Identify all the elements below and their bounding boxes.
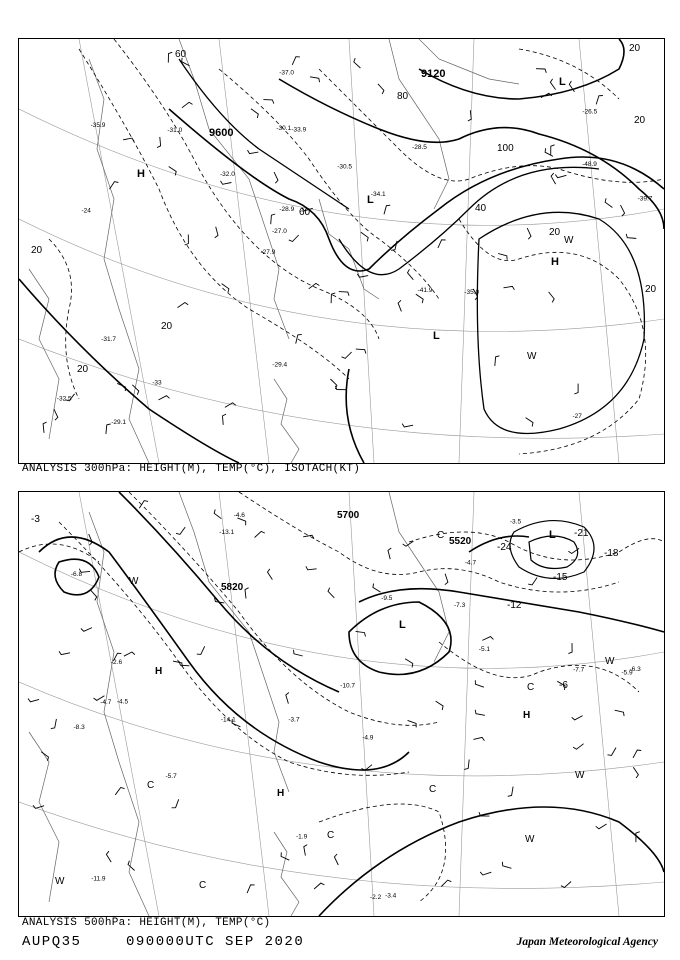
warm-mark: W	[527, 351, 537, 362]
wind-barb	[398, 300, 401, 311]
isotach-label: 40	[475, 203, 487, 214]
station-temperature: -33	[152, 379, 162, 387]
wind-barb	[81, 628, 92, 632]
station-temperature: -2.2	[370, 893, 382, 901]
temperature-labels	[71, 512, 641, 901]
chart-footer	[22, 934, 662, 954]
station-temperature: -28.9	[279, 205, 295, 213]
wind-barb	[182, 102, 193, 108]
wind-barb	[441, 880, 451, 886]
height-contours	[19, 39, 664, 463]
wind-barb	[436, 701, 444, 710]
station-temperature: -4.5	[116, 698, 129, 706]
wind-barb	[405, 659, 413, 668]
wind-barb	[335, 386, 345, 390]
chart-id: AUPQ35	[22, 934, 82, 950]
wind-barb	[247, 885, 255, 893]
station-temperature: -4.7	[100, 699, 112, 706]
wind-barb	[223, 414, 227, 425]
station-temperature: -4.7	[464, 559, 477, 567]
wind-barb	[214, 510, 221, 519]
wind-barb	[172, 799, 179, 808]
wind-barb	[28, 699, 39, 702]
station-temperature: -13.1	[219, 529, 235, 537]
analysis-500hpa-map	[18, 491, 665, 917]
cold-mark: C	[527, 682, 535, 693]
wind-barb	[245, 588, 249, 599]
coastline	[29, 492, 449, 916]
station-temperature: -39.7	[637, 195, 653, 203]
map-300hpa-canvas	[19, 39, 664, 463]
station-temperature: -48.9	[582, 161, 597, 169]
wind-barb	[51, 719, 57, 729]
wind-barb	[106, 851, 111, 862]
station-temperature: -41.9	[417, 286, 433, 294]
wind-barb	[605, 198, 612, 207]
isotach-label: 80	[397, 91, 409, 102]
wind-barb	[526, 418, 533, 427]
warm-mark: W	[525, 834, 535, 845]
station-temperature: -5.7	[165, 773, 177, 781]
warm-mark: W	[129, 576, 139, 587]
wind-barb	[473, 737, 484, 740]
height-label: 9600	[209, 127, 234, 139]
low-pressure-mark: L	[433, 330, 440, 342]
wind-barb	[445, 574, 448, 585]
wind-barb	[464, 760, 469, 770]
height-label: 5520	[449, 536, 472, 547]
warm-mark: W	[55, 876, 65, 887]
station-temperature: -28.5	[412, 144, 427, 151]
wind-barb	[89, 534, 93, 545]
isotherm-label: -18	[604, 548, 619, 559]
wind-barb	[561, 882, 571, 888]
isotach-label: 20	[31, 245, 43, 256]
station-temperature: -27.0	[272, 227, 287, 235]
wind-barb	[173, 661, 183, 667]
station-temperature: -1.9	[296, 833, 308, 841]
high-pressure-mark: H	[155, 666, 163, 677]
wind-barb	[91, 590, 97, 600]
wind-barb	[139, 501, 148, 509]
wind-barb	[328, 588, 334, 598]
station-temperature: -9.5	[381, 595, 393, 603]
wind-barb	[551, 145, 555, 155]
wind-barb	[286, 693, 289, 704]
isotach-label: 20	[549, 227, 561, 238]
station-temperature: -8.3	[73, 724, 85, 731]
wind-barb	[384, 205, 390, 214]
wind-barb	[528, 578, 537, 585]
wind-barb	[123, 138, 134, 141]
wind-barb	[110, 182, 119, 190]
wind-barb	[573, 744, 584, 750]
wind-barb	[168, 52, 172, 62]
station-temperature: -3.4	[385, 892, 397, 900]
isotach-label: 20	[77, 364, 89, 375]
wind-barb	[237, 518, 245, 525]
wind-barb	[304, 845, 307, 856]
wind-barb	[310, 77, 320, 82]
wind-barb	[334, 854, 338, 865]
wind-barb	[124, 652, 135, 656]
isotach-contours	[179, 59, 644, 434]
wind-barb	[373, 584, 381, 593]
station-temperature: -7.7	[573, 666, 585, 674]
height-label: 5820	[221, 582, 244, 593]
wind-barb	[294, 650, 303, 656]
wind-barb	[179, 661, 189, 665]
wind-barb	[248, 150, 259, 154]
station-temperature: -33.9	[291, 126, 307, 134]
graticule	[19, 492, 664, 916]
isotach-label: 20	[634, 115, 646, 126]
wind-barb	[176, 527, 185, 534]
cold-mark: C	[147, 780, 155, 791]
station-temperature: -31.0	[167, 126, 183, 134]
wind-barb	[504, 286, 515, 289]
wind-barb	[402, 424, 413, 427]
wind-barb	[251, 109, 258, 118]
wind-barb	[508, 787, 513, 797]
station-temperature: -6.8	[70, 571, 83, 578]
wind-barb	[482, 637, 493, 641]
station-temperature: -27	[572, 412, 582, 420]
wind-barb	[536, 69, 546, 73]
low-pressure-mark: L	[559, 76, 566, 88]
map-500hpa-canvas	[19, 492, 664, 916]
wind-barb	[221, 181, 232, 184]
wind-barb	[356, 349, 366, 354]
wind-barb	[633, 750, 641, 758]
wind-barb	[197, 646, 205, 654]
wind-barb	[572, 716, 583, 720]
station-temperature: -29.4	[272, 361, 288, 369]
height-label: 9120	[421, 68, 446, 80]
wind-barb	[475, 680, 484, 687]
wind-barb	[314, 883, 324, 889]
wind-barbs	[28, 501, 641, 893]
wind-barb	[416, 294, 423, 303]
station-temperature: -32.0	[220, 171, 235, 178]
wind-barb	[468, 110, 472, 121]
isotherms	[19, 492, 664, 902]
wind-barb	[59, 651, 70, 654]
high-pressure-mark: H	[277, 788, 285, 799]
station-temperature: -7.3	[454, 602, 466, 609]
wind-barb	[480, 872, 491, 875]
station-temperature: -30.5	[337, 163, 353, 171]
wind-barb	[331, 293, 335, 303]
low-pressure-mark: L	[549, 529, 556, 541]
station-temperature: -6.3	[629, 666, 641, 674]
analysis-300hpa-map	[18, 38, 665, 464]
isotherm-label: -12	[507, 600, 522, 611]
wind-barb	[408, 720, 417, 727]
wind-barb	[274, 172, 278, 183]
station-temperature: -5.1	[478, 646, 491, 653]
wind-barb	[388, 548, 391, 559]
station-temperature: -29.1	[111, 418, 127, 426]
warm-mark: W	[575, 770, 585, 781]
station-temperature: -11.9	[91, 875, 106, 883]
valid-time: 090000UTC SEP 2020	[126, 934, 305, 950]
isotherm-label: -15	[553, 572, 568, 583]
station-temperature: -35.0	[464, 289, 480, 297]
wind-barb	[215, 227, 218, 238]
isotach-label: 100	[497, 143, 514, 154]
cold-mark: C	[437, 530, 445, 541]
cold-mark: C	[199, 880, 207, 891]
wind-barb	[545, 148, 553, 156]
wind-barb	[608, 748, 617, 756]
height-label: 5700	[337, 510, 360, 521]
wind-barb	[106, 424, 111, 434]
wind-barb	[626, 234, 636, 239]
agency-credit: Japan Meteorological Agency	[516, 936, 658, 948]
cold-mark: C	[429, 784, 437, 795]
isotherms	[49, 39, 664, 454]
isotherm-label: -21	[574, 528, 589, 539]
station-temperature: -2.6	[110, 659, 123, 667]
wind-barb	[271, 214, 276, 224]
station-temperature: -26.5	[582, 108, 598, 116]
station-temperature: -34.1	[370, 191, 386, 199]
wind-barb	[306, 566, 317, 570]
wind-barb	[438, 240, 446, 248]
wind-barb	[527, 228, 531, 239]
station-temperature: -4.6	[233, 511, 245, 519]
station-temperature: -3.5	[509, 518, 522, 526]
wind-barb	[178, 303, 189, 308]
station-temperature: -37.0	[279, 69, 295, 77]
low-pressure-mark: L	[399, 619, 406, 631]
wind-barb	[268, 569, 273, 580]
isotherm-label: -24	[497, 542, 512, 553]
station-temperature: -4.9	[362, 734, 374, 742]
warm-mark: W	[605, 656, 615, 667]
wind-barb	[354, 58, 361, 68]
station-temperature: -5.9	[621, 669, 633, 677]
low-pressure-mark: L	[367, 194, 374, 206]
isotach-label: 60	[175, 49, 187, 60]
wind-barb	[555, 175, 566, 178]
wind-barb	[495, 356, 500, 366]
station-temperature: -3.7	[288, 716, 300, 724]
wind-barb	[615, 710, 624, 716]
isotherm-label: -6	[559, 680, 568, 691]
wind-barb	[502, 862, 511, 869]
cold-mark: C	[327, 830, 335, 841]
wind-barb	[157, 137, 161, 148]
wind-barb	[185, 235, 189, 246]
isotherm-label: -3	[31, 514, 40, 525]
wind-barb	[309, 283, 320, 288]
station-temperature: -10.7	[340, 682, 356, 690]
wind-barb	[339, 292, 349, 296]
wind-barb	[621, 205, 625, 216]
isotach-label: 60	[299, 207, 311, 218]
wind-barbs	[43, 52, 636, 434]
wind-barb	[574, 384, 578, 394]
station-temperature: -14.1	[220, 716, 236, 724]
wind-barb	[342, 352, 352, 358]
wind-barb	[54, 409, 58, 420]
temperature-labels	[57, 70, 653, 426]
station-temperature: -24	[81, 207, 91, 215]
wind-barb	[159, 396, 170, 400]
wind-barb	[551, 173, 556, 184]
wind-barb	[475, 710, 485, 716]
wind-barb	[263, 100, 273, 104]
wind-barb	[633, 767, 638, 778]
bottom-panel-caption: ANALYSIS 500hPa: HEIGHT(M), TEMP(°C)	[22, 917, 271, 929]
warm-mark: W	[564, 235, 574, 246]
wind-barb	[292, 57, 300, 65]
wind-barb	[378, 84, 384, 94]
wind-barb	[568, 643, 572, 654]
wind-barb	[289, 235, 299, 242]
wind-barb	[33, 805, 44, 808]
station-temperature: -32.5	[56, 395, 72, 403]
wind-barb	[596, 96, 603, 105]
high-pressure-mark: H	[137, 168, 145, 180]
station-temperature: -30.1	[276, 125, 292, 133]
station-temperature: -27.9	[260, 249, 276, 257]
station-temperature: -31.7	[101, 335, 117, 343]
isotach-label: 20	[161, 321, 173, 332]
high-pressure-mark: H	[523, 710, 531, 721]
wind-barb	[408, 269, 414, 279]
wind-barb	[43, 422, 47, 433]
graticule	[19, 39, 664, 463]
isotach-label: 20	[629, 43, 641, 54]
wind-barb	[549, 292, 555, 303]
wind-barb	[255, 531, 265, 537]
wind-barb	[296, 334, 302, 343]
wind-barb	[115, 788, 124, 795]
top-panel-caption: ANALYSIS 300hPa: HEIGHT(M), TEMP(°C), ISOTACH(KT)	[22, 463, 361, 475]
wind-barb	[596, 824, 607, 829]
wind-barb	[361, 232, 368, 241]
station-temperature: -35.9	[90, 121, 106, 129]
wind-barb	[550, 79, 555, 90]
isotach-label: 20	[645, 284, 657, 295]
high-pressure-mark: H	[551, 256, 559, 268]
